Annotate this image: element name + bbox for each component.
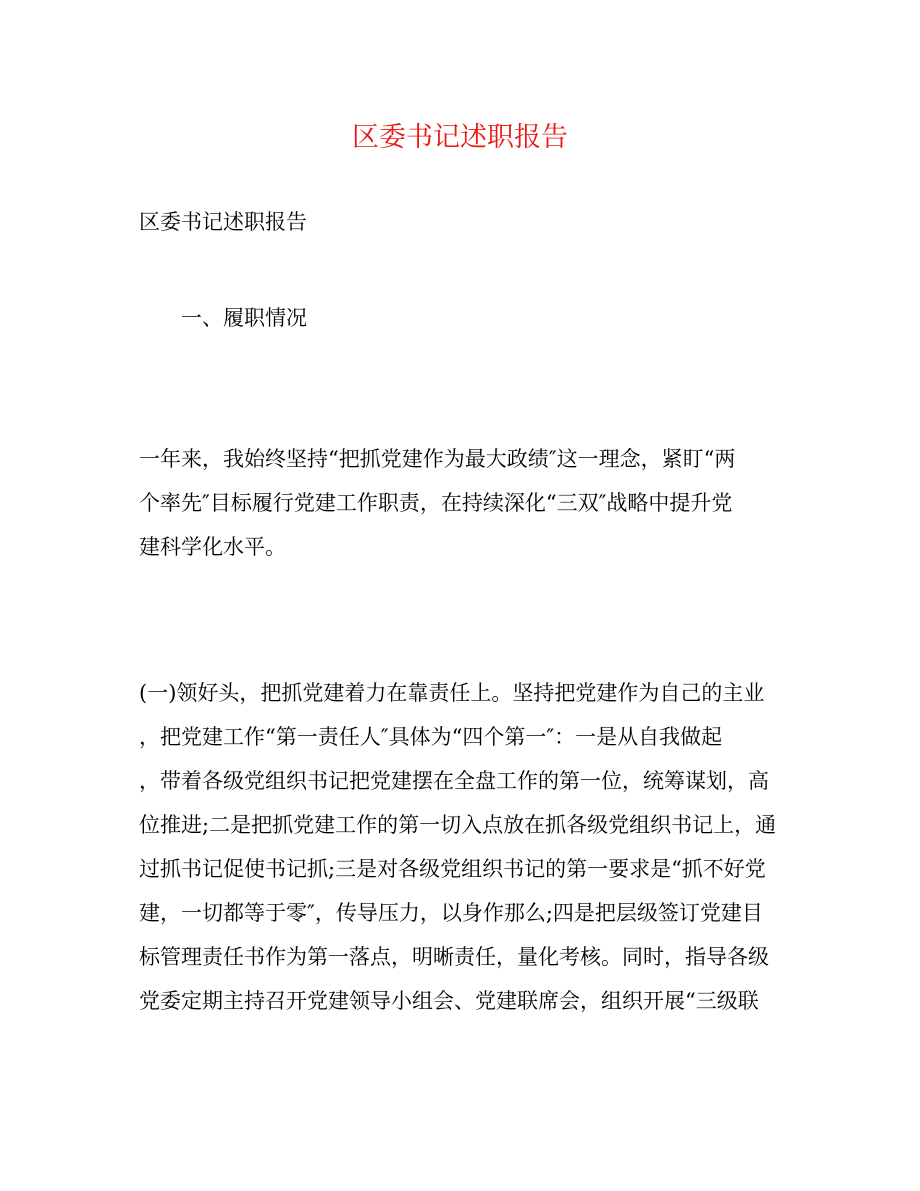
paragraph-line: 位推进;二是把抓党建工作的第一切入点放在抓各级党组织书记上，通 [139,813,777,837]
paragraph-line: 建科学化水平。 [139,535,286,559]
paragraph-line: 党委定期主持召开党建领导小组会、党建联席会，组织开展“三级联 [139,989,759,1013]
paragraph-line: 过抓书记促使书记抓;三是对各级党组织书记的第一要求是“抓不好党 [139,857,766,881]
paragraph-line: (一)领好头，把抓党建着力在靠责任上。坚持把党建作为自己的主业 [139,681,765,705]
paragraph-line: 建，一切都等于零″，传导压力，以身作那么;四是把层级签订党建目 [139,901,763,925]
paragraph-line: ，把党建工作“第一责任人″具体为“四个第一″：一是从自我做起 [139,725,723,749]
section-heading: 一、履职情况 [181,306,307,330]
paragraph-line: 个率先″目标履行党建工作职责，在持续深化“三双″战略中提升党 [139,491,733,515]
paragraph-intro [139,437,781,569]
paragraph-line: 一年来，我始终坚持“把抓党建作为最大政绩″这一理念，紧盯“两 [139,447,736,471]
document-subtitle: 区委书记述职报告 [139,210,307,234]
paragraph-line: ，带着各级党组织书记把党建摆在全盘工作的第一位，统筹谋划，高 [139,769,769,793]
paragraph-line: 标管理责任书作为第一落点，明晰责任，量化考核。同时，指导各级 [139,945,769,969]
document-title: 区委书记述职报告 [352,122,568,153]
paragraph-responsibility [139,671,781,1023]
